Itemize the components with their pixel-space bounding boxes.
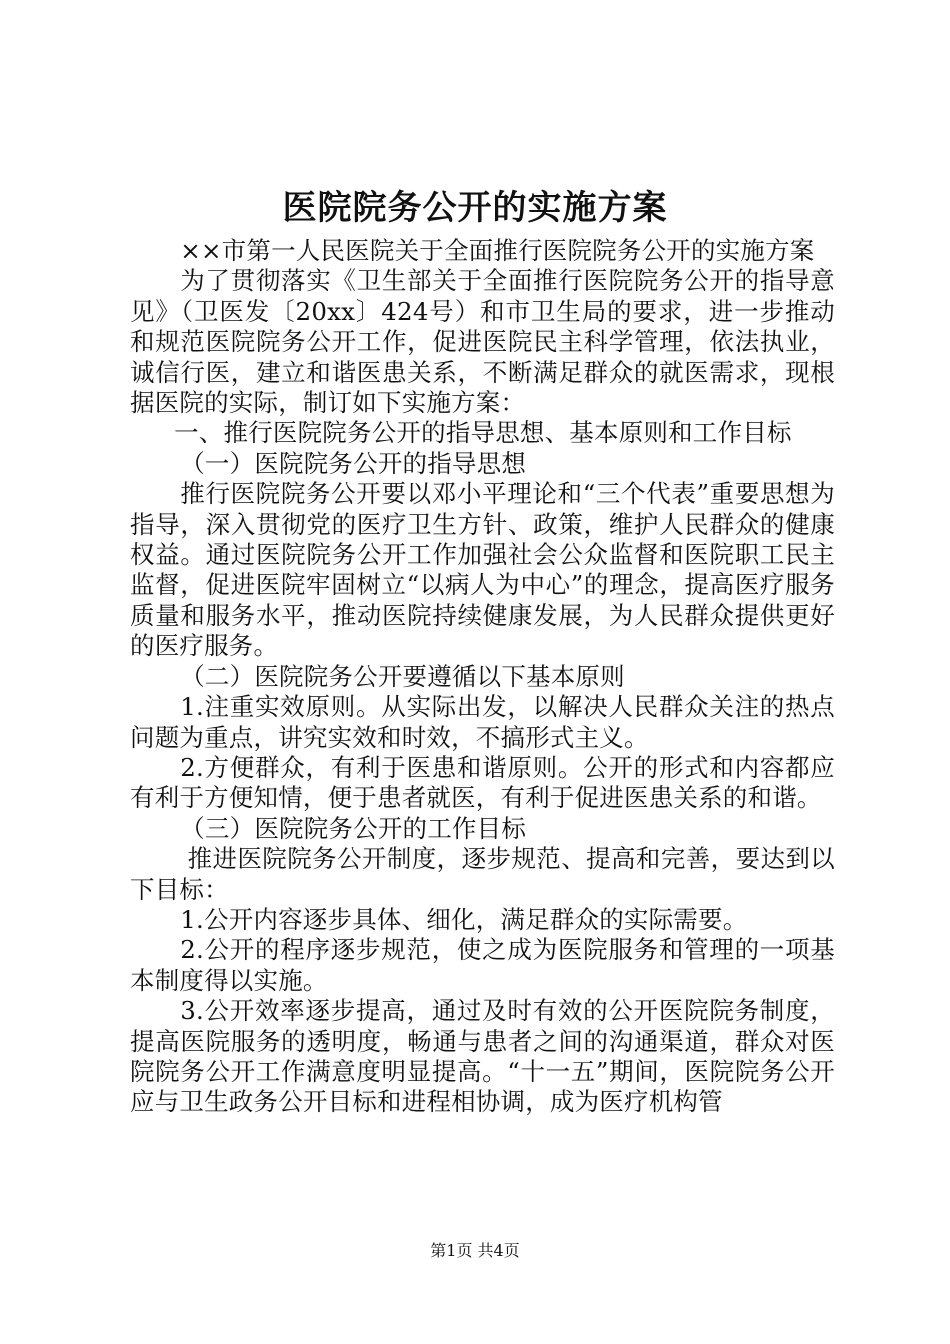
document-body xyxy=(130,236,835,1118)
list-item: 1.公开内容逐步具体、细化，满足群众的实际需要。 xyxy=(180,904,748,934)
document-title: 医院院务公开的实施方案 xyxy=(282,188,668,228)
list-item: 2.方便群众，有利于医患和谐原则。公开的形式和内容都应有利于方便知情，便于患者就医，有利于促进医患关系的和谐。 xyxy=(130,752,835,813)
subtitle-paragraph: ××市第一人民医院关于全面推行医院院务公开的实施方案 xyxy=(180,236,815,265)
body-paragraph: 推进医院院务公开制度，逐步规范、提高和完善，要达到以下目标： xyxy=(130,844,835,904)
list-item: 1.注重实效原则。从实际出发，以解决人民群众关注的热点问题为重点，讲究实效和时效，不搞形式主义。 xyxy=(130,692,835,752)
page-footer: 第1页 共4页 xyxy=(430,1241,520,1260)
subsection-heading-1: （一）医院院务公开的指导思想 xyxy=(180,448,527,478)
subsection-heading-2: （二）医院院务公开要遵循以下基本原则 xyxy=(180,661,625,691)
body-paragraph: 推行医院院务公开要以邓小平理论和“三个代表”重要思想为指导，深入贯彻党的医疗卫生方针、政策，维护人民群众的健康权益。通过医院院务公开工作加强社会公众监督和医院职工民主监督，促进医院牢固树立“以病人为中心”的理念，提高医疗服务质量和服务水平，推动医院持续健康发展，为人民群众提供更好的医疗服务。 xyxy=(130,479,835,661)
list-item: 2.公开的程序逐步规范，使之成为医院服务和管理的一项基本制度得以实施。 xyxy=(130,935,835,995)
list-item: 3.公开效率逐步提高，通过及时有效的公开医院院务制度，提高医院服务的透明度，畅通与患者之间的沟通渠道，群众对医院院务公开工作满意度明显提高。“十一五”期间，医院院务公开应与卫生政务公开目标和进程相协调，成为医疗机构管 xyxy=(130,996,835,1117)
intro-paragraph: 为了贯彻落实《卫生部关于全面推行医院院务公开的指导意见》（卫医发〔20xx〕424号）和市卫生局的要求，进一步推动和规范医院院务公开工作，促进医院民主科学管理，依法执业，诚信行医，建立和谐医患关系，不断满足群众的就医需求，现根据医院的实际，制订如下实施方案： xyxy=(130,266,835,418)
section-heading: 一、推行医院院务公开的指导思想、基本原则和工作目标 xyxy=(174,418,792,448)
subsection-heading-3: （三）医院院务公开的工作目标 xyxy=(180,813,527,843)
